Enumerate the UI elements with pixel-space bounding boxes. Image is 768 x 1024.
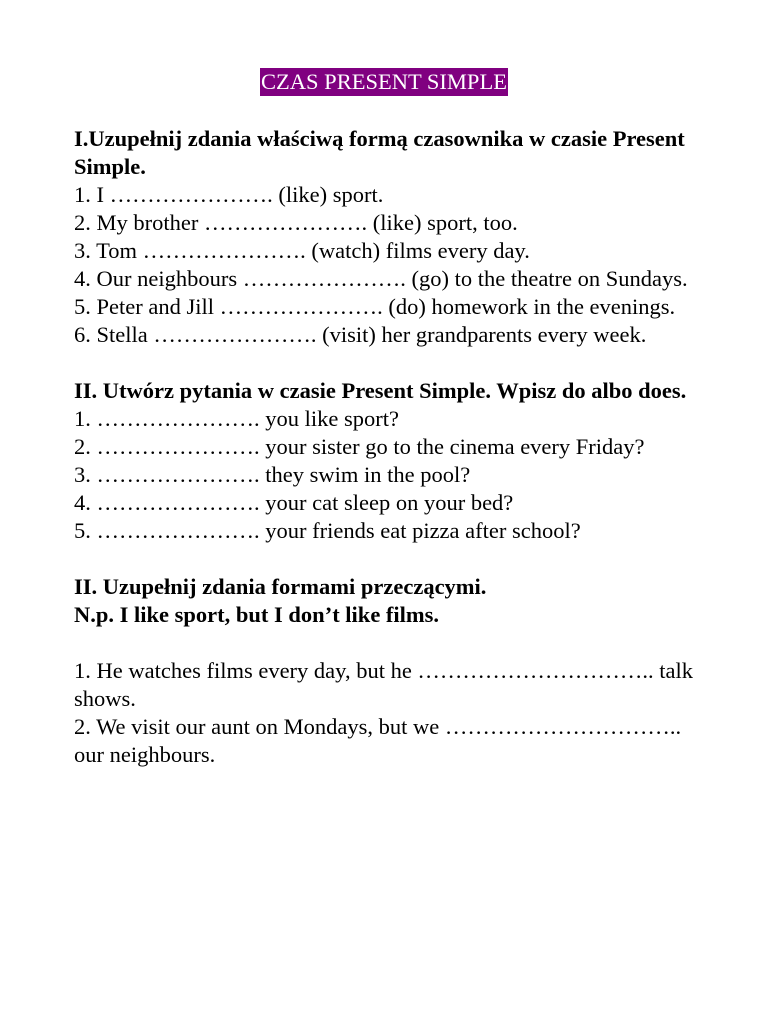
section1-item-4: 4. Our neighbours …………………. (go) to the theatre on Sundays. xyxy=(74,266,688,291)
section1-heading: I.Uzupełnij zdania właściwą formą czasownika w czasie Present Simple. xyxy=(74,126,685,179)
section3-heading: II. Uzupełnij zdania formami przeczącymi. xyxy=(74,574,487,599)
section2-item-4: 4. …………………. your cat sleep on your bed? xyxy=(74,490,514,515)
title-row xyxy=(74,68,694,98)
section2-item-3: 3. …………………. they swim in the pool? xyxy=(74,462,471,487)
section-gap xyxy=(74,349,714,377)
section2-item-2: 2. …………………. your sister go to the cinema every Friday? xyxy=(74,434,645,459)
section1-item-2: 2. My brother …………………. (like) sport, too. xyxy=(74,210,518,235)
page-title: CZAS PRESENT SIMPLE xyxy=(261,69,507,94)
section1-item-6: 6. Stella …………………. (visit) her grandparents every week. xyxy=(74,322,647,347)
worksheet-page xyxy=(74,68,714,769)
section1-item-1: 1. I …………………. (like) sport. xyxy=(74,182,384,207)
section3-item-2: 2. We visit our aunt on Mondays, but we ………………………….. our neighbours. xyxy=(74,714,687,767)
section2-item-1: 1. …………………. you like sport? xyxy=(74,406,399,431)
section1-item-5: 5. Peter and Jill …………………. (do) homework in the evenings. xyxy=(74,294,676,319)
section2-item-5: 5. …………………. your friends eat pizza after school? xyxy=(74,518,581,543)
section-gap xyxy=(74,545,714,573)
section3-item-1: 1. He watches films every day, but he ………………………….. talk shows. xyxy=(74,658,699,711)
section2-heading: II. Utwórz pytania w czasie Present Simple. Wpisz do albo does. xyxy=(74,378,687,403)
section-gap xyxy=(74,629,714,657)
section1-item-3: 3. Tom …………………. (watch) films every day. xyxy=(74,238,530,263)
section3-example: N.p. I like sport, but I don’t like films. xyxy=(74,602,440,627)
